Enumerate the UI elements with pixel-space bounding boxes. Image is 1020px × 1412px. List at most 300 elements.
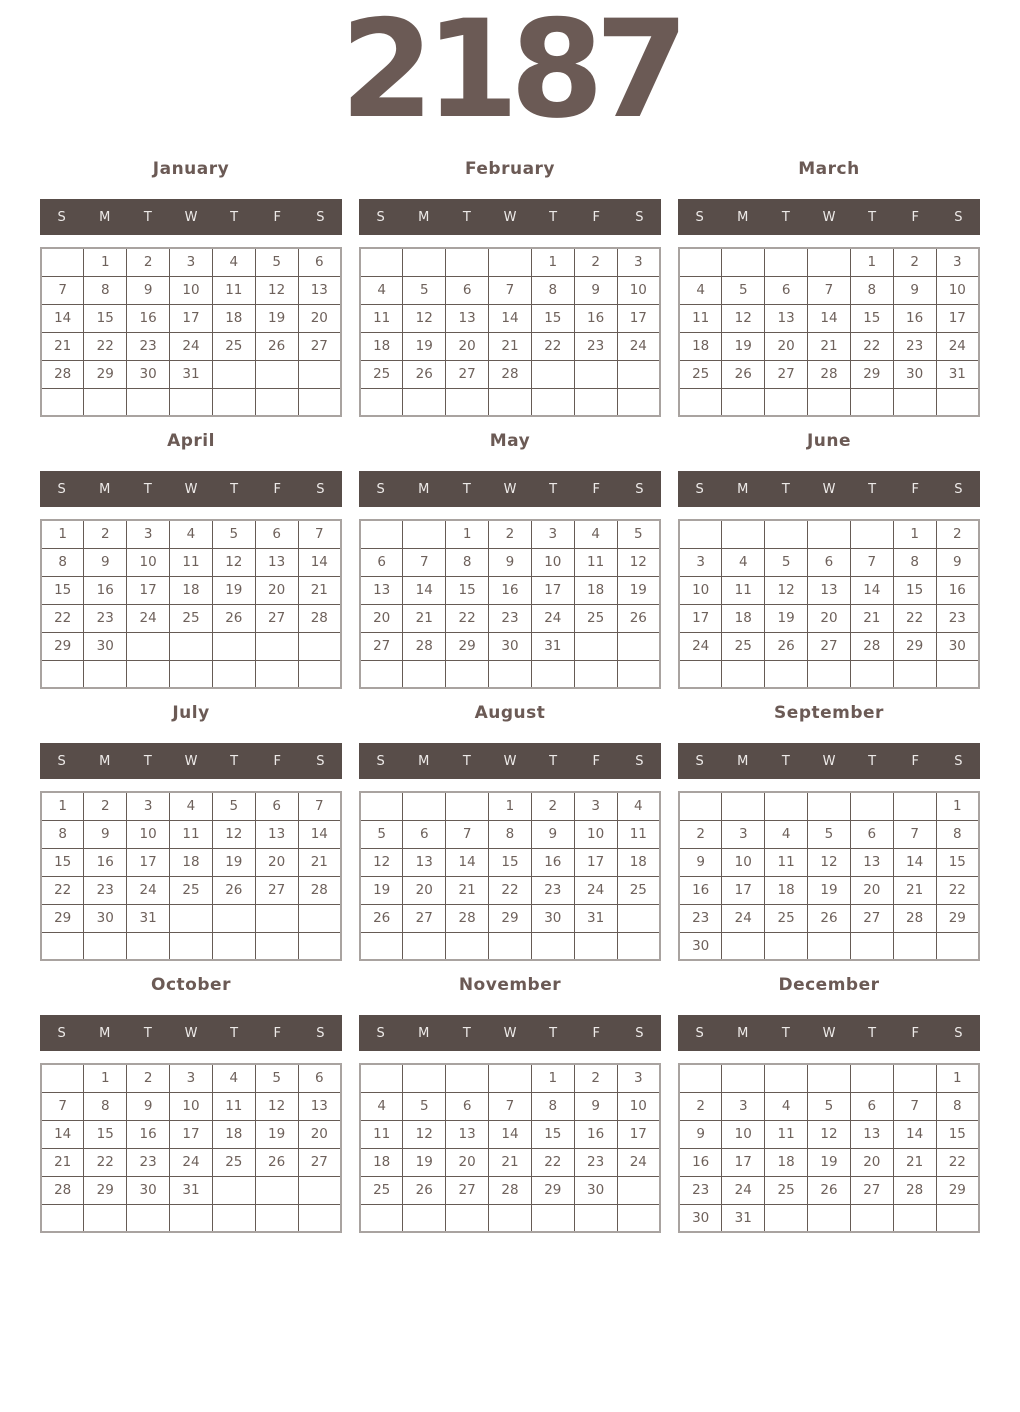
week-row [360, 820, 660, 848]
date-cell: 11 [679, 304, 722, 332]
date-cell [170, 904, 213, 932]
month-title: May [489, 431, 531, 451]
date-cell: 20 [765, 332, 808, 360]
weekday-cell: M [99, 481, 111, 497]
date-cell: 29 [489, 904, 532, 932]
date-cell: 31 [170, 360, 213, 388]
week-row [41, 1120, 341, 1148]
date-cell: 28 [850, 632, 893, 660]
month-date-body [679, 520, 979, 688]
date-cell: 25 [617, 876, 660, 904]
weekday-header-row [359, 471, 661, 507]
date-cell: 24 [170, 1148, 213, 1176]
date-cell: 12 [212, 548, 255, 576]
date-cell [170, 932, 213, 960]
date-cell: 21 [446, 876, 489, 904]
weekday-cell: T [781, 209, 790, 225]
date-cell [722, 520, 765, 548]
date-cell: 19 [403, 1148, 446, 1176]
date-cell [893, 1204, 936, 1232]
date-cell [212, 360, 255, 388]
date-cell: 27 [298, 1148, 341, 1176]
weekday-cell: T [230, 1025, 239, 1041]
date-cell: 23 [127, 1148, 170, 1176]
date-cell [722, 248, 765, 276]
weekday-cell: T [230, 753, 239, 769]
weekday-header-row [359, 1015, 661, 1051]
date-cell: 2 [574, 1064, 617, 1092]
date-cell: 30 [84, 632, 127, 660]
date-cell: 4 [574, 520, 617, 548]
date-cell: 13 [255, 548, 298, 576]
date-cell: 26 [255, 332, 298, 360]
week-row [679, 576, 979, 604]
date-cell: 1 [936, 1064, 979, 1092]
date-cell: 14 [808, 304, 851, 332]
week-row [41, 660, 341, 688]
week-row [41, 276, 341, 304]
date-cell: 8 [531, 1092, 574, 1120]
date-cell: 12 [255, 276, 298, 304]
month-date-table [40, 247, 342, 417]
date-cell [446, 388, 489, 416]
week-row [679, 932, 979, 960]
weekday-cell: T [781, 1025, 790, 1041]
date-cell: 19 [617, 576, 660, 604]
date-cell: 20 [850, 1148, 893, 1176]
date-cell: 18 [170, 848, 213, 876]
date-cell [127, 632, 170, 660]
date-cell [489, 1064, 532, 1092]
date-cell: 22 [936, 876, 979, 904]
date-cell: 23 [936, 604, 979, 632]
week-row [679, 1092, 979, 1120]
weekday-header-row [359, 199, 661, 235]
date-cell: 28 [41, 360, 84, 388]
date-cell: 23 [574, 1148, 617, 1176]
date-cell: 7 [446, 820, 489, 848]
date-cell: 23 [574, 332, 617, 360]
month-title: February [464, 159, 556, 179]
date-cell: 24 [679, 632, 722, 660]
weekday-cell: T [549, 753, 558, 769]
week-row [679, 548, 979, 576]
weekday-cell: S [954, 481, 963, 497]
date-cell [360, 388, 403, 416]
date-cell [765, 520, 808, 548]
weekday-cell: W [503, 1025, 517, 1041]
date-cell [850, 1204, 893, 1232]
weekday-header-row [359, 743, 661, 779]
date-cell: 28 [403, 632, 446, 660]
date-cell: 4 [679, 276, 722, 304]
date-cell: 26 [212, 604, 255, 632]
date-cell [850, 1064, 893, 1092]
date-cell [489, 248, 532, 276]
date-cell: 24 [617, 1148, 660, 1176]
date-cell: 30 [127, 1176, 170, 1204]
date-cell: 3 [127, 520, 170, 548]
date-cell [360, 520, 403, 548]
date-cell: 25 [765, 904, 808, 932]
date-cell [403, 1204, 446, 1232]
date-cell: 30 [531, 904, 574, 932]
week-row [360, 576, 660, 604]
date-cell: 8 [41, 820, 84, 848]
date-cell: 17 [617, 304, 660, 332]
date-cell: 6 [298, 1064, 341, 1092]
date-cell: 16 [936, 576, 979, 604]
week-row [360, 1176, 660, 1204]
date-cell: 8 [850, 276, 893, 304]
date-cell: 31 [722, 1204, 765, 1232]
weekday-cell: S [695, 1025, 704, 1041]
month-title: July [172, 703, 210, 723]
date-cell [84, 660, 127, 688]
date-cell: 21 [808, 332, 851, 360]
date-cell: 14 [489, 304, 532, 332]
date-cell: 23 [84, 604, 127, 632]
date-cell: 9 [127, 276, 170, 304]
date-cell [893, 660, 936, 688]
month-title: October [151, 975, 231, 995]
date-cell [936, 388, 979, 416]
month-block [40, 417, 342, 689]
date-cell: 10 [574, 820, 617, 848]
month-date-body [679, 248, 979, 416]
date-cell: 28 [893, 1176, 936, 1204]
weekday-cell: S [635, 753, 644, 769]
date-cell [170, 632, 213, 660]
date-cell: 25 [765, 1176, 808, 1204]
date-cell [41, 660, 84, 688]
date-cell: 20 [360, 604, 403, 632]
date-cell: 13 [298, 1092, 341, 1120]
date-cell [617, 660, 660, 688]
date-cell [617, 932, 660, 960]
date-cell: 17 [679, 604, 722, 632]
week-row [360, 332, 660, 360]
weekday-cell: F [592, 209, 601, 225]
date-cell: 13 [446, 1120, 489, 1148]
date-cell: 11 [360, 1120, 403, 1148]
date-cell [255, 1176, 298, 1204]
date-cell: 3 [722, 1092, 765, 1120]
date-cell [808, 932, 851, 960]
date-cell: 25 [679, 360, 722, 388]
month-title: June [806, 431, 852, 451]
date-cell: 7 [893, 1092, 936, 1120]
date-cell: 30 [127, 360, 170, 388]
date-cell: 26 [212, 876, 255, 904]
date-cell: 5 [255, 1064, 298, 1092]
date-cell: 11 [765, 1120, 808, 1148]
date-cell: 16 [893, 304, 936, 332]
date-cell: 27 [446, 1176, 489, 1204]
date-cell [531, 932, 574, 960]
date-cell: 9 [127, 1092, 170, 1120]
date-cell: 27 [403, 904, 446, 932]
weekday-cell: W [184, 209, 198, 225]
weekday-cell: W [184, 1025, 198, 1041]
date-cell: 19 [722, 332, 765, 360]
date-cell: 1 [84, 248, 127, 276]
date-cell [617, 632, 660, 660]
date-cell [403, 792, 446, 820]
date-cell [170, 1204, 213, 1232]
week-row [360, 548, 660, 576]
date-cell: 14 [298, 820, 341, 848]
date-cell [212, 632, 255, 660]
date-cell [808, 1204, 851, 1232]
date-cell: 5 [403, 276, 446, 304]
date-cell: 30 [893, 360, 936, 388]
date-cell: 10 [679, 576, 722, 604]
date-cell [170, 388, 213, 416]
weekday-cell: M [418, 1025, 430, 1041]
week-row [41, 248, 341, 276]
date-cell: 26 [722, 360, 765, 388]
date-cell: 26 [360, 904, 403, 932]
date-cell: 10 [170, 276, 213, 304]
date-cell: 30 [936, 632, 979, 660]
week-row [679, 1148, 979, 1176]
week-row [360, 792, 660, 820]
month-date-body [360, 792, 660, 960]
week-row [41, 1176, 341, 1204]
date-cell [808, 1064, 851, 1092]
date-cell: 13 [850, 848, 893, 876]
date-cell [360, 248, 403, 276]
date-cell [617, 904, 660, 932]
date-cell: 3 [531, 520, 574, 548]
date-cell: 15 [446, 576, 489, 604]
date-cell: 29 [936, 1176, 979, 1204]
weekday-cell: T [143, 753, 152, 769]
week-row [360, 388, 660, 416]
date-cell: 31 [127, 904, 170, 932]
date-cell: 17 [170, 304, 213, 332]
month-block [40, 689, 342, 961]
date-cell: 28 [446, 904, 489, 932]
week-row [360, 932, 660, 960]
weekday-cell: S [695, 753, 704, 769]
week-row [360, 848, 660, 876]
date-cell [255, 932, 298, 960]
week-row [679, 876, 979, 904]
date-cell [212, 388, 255, 416]
date-cell [574, 932, 617, 960]
date-cell: 22 [41, 876, 84, 904]
date-cell: 17 [722, 1148, 765, 1176]
weekday-cell: S [316, 1025, 325, 1041]
date-cell: 15 [41, 576, 84, 604]
date-cell [360, 792, 403, 820]
week-row [41, 876, 341, 904]
date-cell: 21 [298, 848, 341, 876]
date-cell [298, 632, 341, 660]
date-cell: 16 [679, 876, 722, 904]
date-cell [531, 1204, 574, 1232]
weekday-cell: M [99, 209, 111, 225]
week-row [679, 660, 979, 688]
date-cell: 22 [84, 1148, 127, 1176]
weekday-cell: M [737, 481, 749, 497]
date-cell: 4 [170, 792, 213, 820]
date-cell [255, 388, 298, 416]
date-cell: 9 [84, 820, 127, 848]
week-row [41, 1204, 341, 1232]
date-cell [765, 248, 808, 276]
date-cell: 16 [574, 304, 617, 332]
week-row [679, 848, 979, 876]
weekday-cell: T [462, 1025, 471, 1041]
week-row [679, 604, 979, 632]
date-cell: 31 [531, 632, 574, 660]
date-cell: 6 [446, 276, 489, 304]
date-cell [808, 248, 851, 276]
date-cell [617, 388, 660, 416]
weekday-cell: T [549, 209, 558, 225]
date-cell: 18 [617, 848, 660, 876]
date-cell [446, 932, 489, 960]
week-row [41, 904, 341, 932]
date-cell: 17 [574, 848, 617, 876]
date-cell [617, 1176, 660, 1204]
date-cell [574, 360, 617, 388]
date-cell: 1 [41, 520, 84, 548]
date-cell: 15 [531, 1120, 574, 1148]
date-cell: 19 [360, 876, 403, 904]
weekday-header-row [678, 471, 980, 507]
weekday-cell: S [376, 1025, 385, 1041]
weekday-cell: S [954, 209, 963, 225]
week-row [41, 1148, 341, 1176]
date-cell: 1 [84, 1064, 127, 1092]
date-cell: 18 [765, 876, 808, 904]
weekday-cell: M [737, 753, 749, 769]
weekday-header-row [40, 1015, 342, 1051]
weekday-cell: S [316, 481, 325, 497]
date-cell: 19 [808, 1148, 851, 1176]
weekday-cell: F [273, 1025, 282, 1041]
week-row [360, 904, 660, 932]
weekday-cell: T [868, 1025, 877, 1041]
date-cell: 15 [41, 848, 84, 876]
date-cell [403, 660, 446, 688]
date-cell: 2 [531, 792, 574, 820]
date-cell: 17 [936, 304, 979, 332]
date-cell: 11 [212, 1092, 255, 1120]
month-date-body [360, 1064, 660, 1232]
date-cell: 18 [170, 576, 213, 604]
date-cell: 6 [765, 276, 808, 304]
weekday-cell: M [418, 209, 430, 225]
date-cell: 10 [531, 548, 574, 576]
date-cell: 25 [722, 632, 765, 660]
date-cell: 13 [850, 1120, 893, 1148]
date-cell: 4 [765, 1092, 808, 1120]
date-cell: 7 [850, 548, 893, 576]
week-row [41, 792, 341, 820]
date-cell: 25 [212, 332, 255, 360]
week-row [360, 660, 660, 688]
date-cell [41, 932, 84, 960]
date-cell: 13 [403, 848, 446, 876]
weekday-cell: F [273, 753, 282, 769]
date-cell: 15 [84, 1120, 127, 1148]
date-cell: 6 [360, 548, 403, 576]
date-cell: 28 [489, 360, 532, 388]
month-date-table [359, 247, 661, 417]
date-cell: 2 [127, 1064, 170, 1092]
date-cell: 24 [617, 332, 660, 360]
date-cell: 10 [127, 820, 170, 848]
weekday-cell: W [503, 209, 517, 225]
date-cell: 14 [893, 848, 936, 876]
date-cell: 29 [41, 904, 84, 932]
date-cell [808, 660, 851, 688]
date-cell: 23 [127, 332, 170, 360]
weekday-cell: T [462, 753, 471, 769]
date-cell: 21 [41, 1148, 84, 1176]
weekday-cell: T [462, 481, 471, 497]
date-cell: 15 [850, 304, 893, 332]
date-cell: 4 [765, 820, 808, 848]
date-cell [41, 1064, 84, 1092]
date-cell [574, 388, 617, 416]
weekday-cell: S [376, 209, 385, 225]
date-cell: 27 [298, 332, 341, 360]
date-cell: 27 [808, 632, 851, 660]
date-cell: 10 [722, 848, 765, 876]
date-cell: 4 [722, 548, 765, 576]
month-date-body [41, 792, 341, 960]
weekday-cell: F [911, 753, 920, 769]
weekday-cell: F [273, 209, 282, 225]
date-cell: 14 [298, 548, 341, 576]
date-cell [850, 932, 893, 960]
date-cell: 23 [84, 876, 127, 904]
date-cell [255, 904, 298, 932]
date-cell: 3 [679, 548, 722, 576]
date-cell: 4 [212, 1064, 255, 1092]
date-cell: 8 [84, 1092, 127, 1120]
date-cell: 27 [446, 360, 489, 388]
date-cell [489, 388, 532, 416]
date-cell: 4 [360, 1092, 403, 1120]
weekday-header-row [40, 471, 342, 507]
date-cell [446, 1064, 489, 1092]
weekday-cell: F [911, 1025, 920, 1041]
date-cell: 1 [936, 792, 979, 820]
date-cell: 7 [298, 520, 341, 548]
week-row [41, 332, 341, 360]
week-row [679, 360, 979, 388]
month-block [40, 961, 342, 1233]
date-cell: 11 [170, 820, 213, 848]
weekday-cell: S [954, 1025, 963, 1041]
date-cell: 21 [403, 604, 446, 632]
date-cell [893, 388, 936, 416]
weekday-cell: S [635, 209, 644, 225]
date-cell: 3 [127, 792, 170, 820]
date-cell: 15 [489, 848, 532, 876]
date-cell [936, 932, 979, 960]
weekday-cell: S [57, 1025, 66, 1041]
weekday-cell: S [57, 209, 66, 225]
date-cell: 29 [446, 632, 489, 660]
